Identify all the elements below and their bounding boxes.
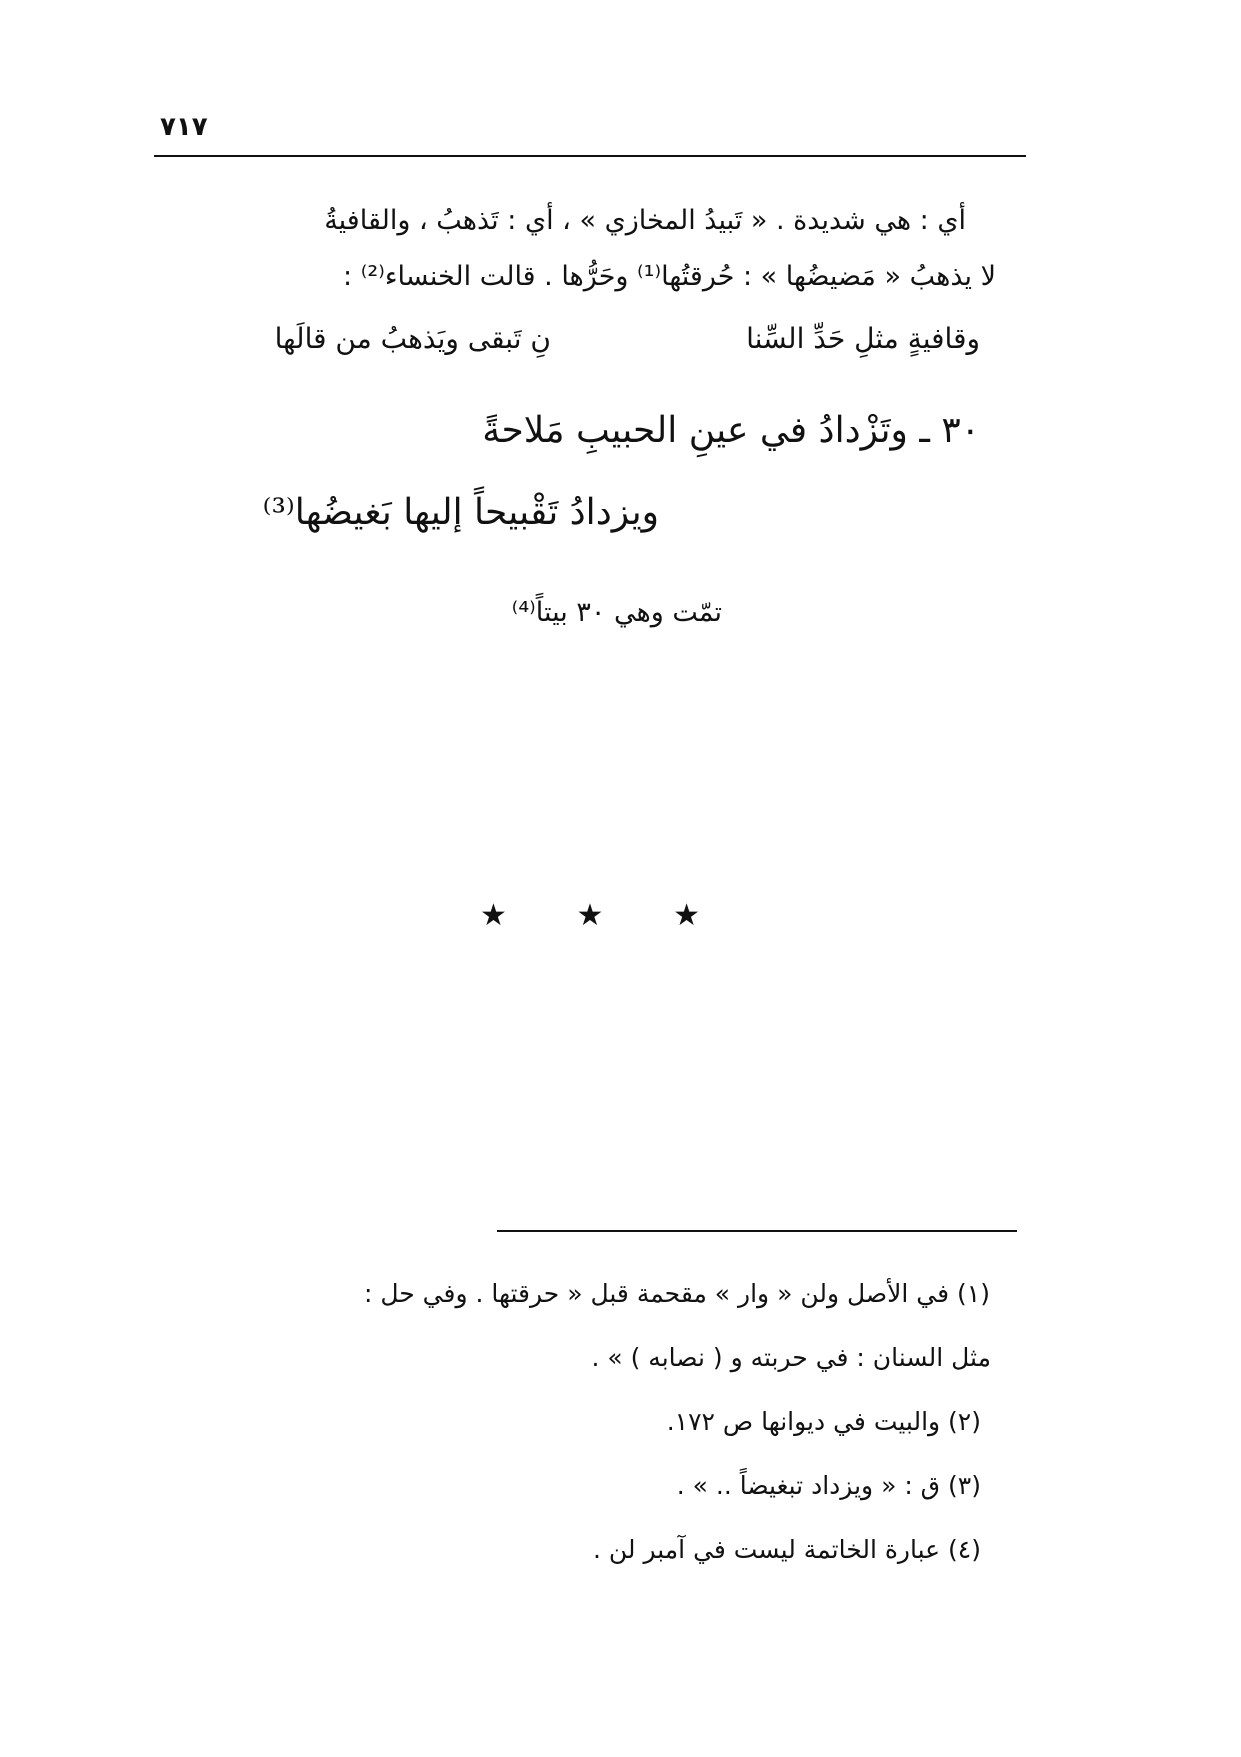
footnote-2: (٢) والبيت في ديوانها ص ١٧٢. — [666, 1407, 981, 1436]
section-separator — [480, 898, 700, 933]
footnote-3: (٣) ق : « ويزداد تبغيضاً .. » . — [676, 1471, 981, 1500]
star-icon: ★ — [673, 898, 700, 933]
footnote-1-continuation: مثل السنان : في حربته و ( نصابه ) » . — [591, 1343, 991, 1372]
page-number: ٧١٧ — [160, 112, 208, 142]
header-rule — [154, 155, 1026, 157]
poem-verse-30-first-hemistich: ٣٠ ـ وتَزْدادُ في عينِ الحبيبِ مَلاحةً — [482, 410, 980, 451]
quoted-verse-second-hemistich: نِ تَبقى ويَذهبُ من قالَها — [274, 322, 551, 355]
footnote-1: (١) في الأصل ولن « وار » مقحمة قبل « حرقتها . وفي حل : — [363, 1279, 990, 1308]
quoted-verse-first-hemistich: وقافيةٍ مثلِ حَدِّ السِّنا — [746, 322, 980, 355]
commentary-paragraph — [156, 193, 996, 305]
closing-note: تمّت وهي ٣٠ بيتاً⁽⁴⁾ — [511, 597, 722, 628]
star-icon: ★ — [480, 898, 507, 933]
commentary-line-2: لا يذهبُ « مَضيضُها » : حُرقتُها⁽¹⁾ وحَرُّها . قالت الخنساء⁽²⁾ : — [343, 261, 996, 292]
footnote-4: (٤) عبارة الخاتمة ليست في آمبر لن . — [592, 1535, 981, 1564]
commentary-line-1: أي : هي شديدة . « تَبيدُ المخازي » ، أي : تَذهبُ ، والقافيةُ — [324, 205, 966, 236]
footnote-rule — [497, 1230, 1017, 1232]
footnotes — [161, 1262, 991, 1582]
star-icon: ★ — [576, 898, 604, 933]
poem-verse-30-second-hemistich: ويزدادُ تَقْبيحاً إليها بَغيضُها⁽³⁾ — [262, 492, 659, 533]
